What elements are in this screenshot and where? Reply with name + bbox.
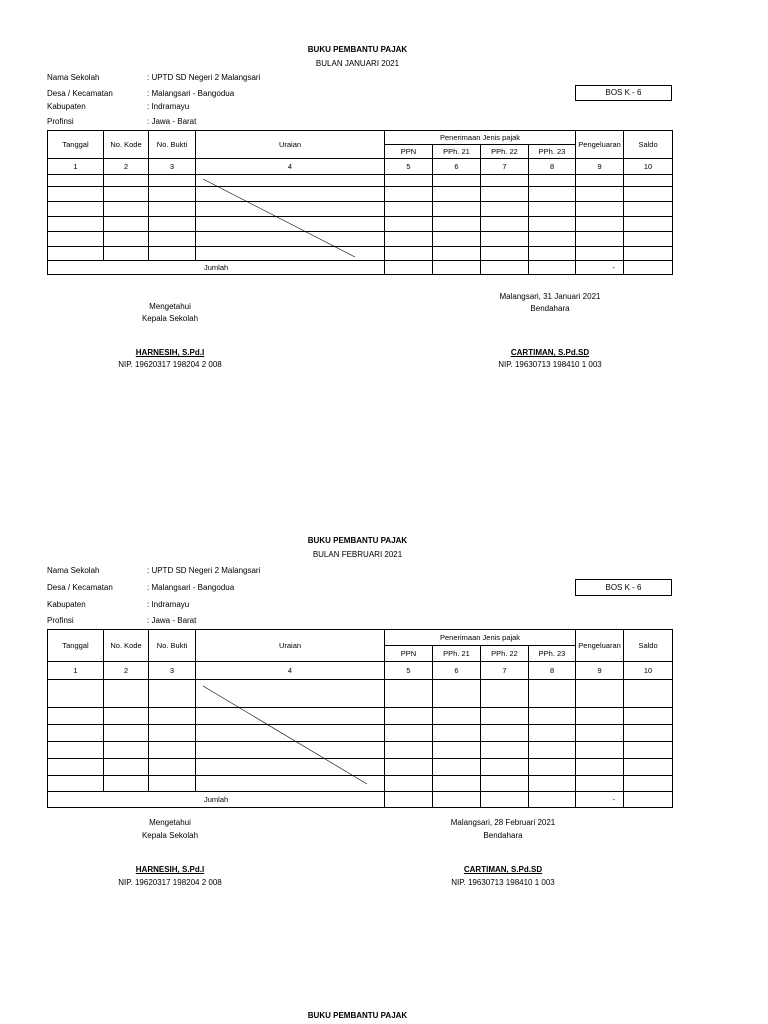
header-penerimaan: Penerimaan Jenis pajak (385, 131, 576, 145)
info-value: : Malangsari - Bangodua (147, 89, 235, 98)
header-pengeluaran: Pengeluaran (576, 630, 624, 662)
document-month: BULAN FEBRUARI 2021 (312, 550, 403, 559)
info-label: Kabupaten (47, 600, 86, 609)
right-sign-line1: Malangsari, 31 Januari 2021 (499, 292, 601, 301)
left-sign-line2: Kepala Sekolah (141, 314, 199, 323)
left-sign-nip: NIP. 19620317 198204 2 008 (118, 360, 222, 369)
column-number: 8 (529, 159, 576, 175)
column-number: 9 (576, 159, 624, 175)
left-sign-line1: Mengetahui (149, 302, 191, 311)
column-number: 3 (149, 159, 196, 175)
column-number: 6 (433, 662, 481, 680)
left-sign-nip: NIP. 19620317 198204 2 008 (118, 878, 222, 887)
right-sign-line1: Malangsari, 28 Februari 2021 (450, 818, 556, 827)
header-pph23: PPh. 23 (529, 145, 576, 159)
info-value: : Jawa - Barat (147, 616, 197, 625)
column-number: 5 (385, 159, 433, 175)
total-pengeluaran: - (576, 792, 624, 808)
right-sign-nip: NIP. 19630713 198410 1 003 (498, 360, 602, 369)
document-title: BUKU PEMBANTU PAJAK (307, 45, 408, 54)
info-label: Desa / Kecamatan (47, 583, 113, 592)
right-sign-line2: Bendahara (530, 304, 570, 313)
info-label: Profinsi (47, 616, 74, 625)
header-uraian: Uraian (196, 630, 385, 662)
info-label: Profinsi (47, 117, 74, 126)
header-saldo: Saldo (624, 630, 673, 662)
right-sign-name: CARTIMAN, S.Pd.SD (510, 348, 590, 357)
column-number: 1 (48, 159, 104, 175)
info-value: : Indramayu (147, 102, 190, 111)
column-number: 10 (624, 662, 673, 680)
left-sign-name: HARNESIH, S.Pd.I (135, 865, 205, 874)
column-number: 2 (104, 159, 149, 175)
info-label: Nama Sekolah (47, 73, 100, 82)
info-value: : UPTD SD Negeri 2 Malangsari (147, 73, 261, 82)
header-pph21: PPh. 21 (433, 646, 481, 662)
header-pph22: PPh. 22 (481, 145, 529, 159)
right-sign-nip: NIP. 19630713 198410 1 003 (451, 878, 555, 887)
header-pph21: PPh. 21 (433, 145, 481, 159)
total-pengeluaran: - (576, 261, 624, 275)
info-label: Nama Sekolah (47, 566, 100, 575)
header-pengeluaran: Pengeluaran (576, 131, 624, 159)
header-tanggal: Tanggal (48, 131, 104, 159)
header-no-bukti: No. Bukti (149, 630, 196, 662)
info-value: : Jawa - Barat (147, 117, 197, 126)
left-sign-line1: Mengetahui (149, 818, 191, 827)
total-label: Jumlah (48, 261, 385, 275)
column-number: 2 (104, 662, 149, 680)
header-ppn: PPN (385, 145, 433, 159)
column-number: 3 (149, 662, 196, 680)
info-label: Desa / Kecamatan (47, 89, 113, 98)
column-number: 7 (481, 159, 529, 175)
column-number: 4 (196, 662, 385, 680)
column-number: 5 (385, 662, 433, 680)
document-month: BULAN JANUARI 2021 (315, 59, 400, 68)
info-value: : Indramayu (147, 600, 190, 609)
left-sign-name: HARNESIH, S.Pd.I (135, 348, 205, 357)
column-number: 8 (529, 662, 576, 680)
column-number: 10 (624, 159, 673, 175)
header-penerimaan: Penerimaan Jenis pajak (385, 630, 576, 646)
right-sign-line2: Bendahara (483, 831, 523, 840)
right-sign-name: CARTIMAN, S.Pd.SD (463, 865, 543, 874)
header-pph22: PPh. 22 (481, 646, 529, 662)
column-number: 6 (433, 159, 481, 175)
left-sign-line2: Kepala Sekolah (141, 831, 199, 840)
header-pph23: PPh. 23 (529, 646, 576, 662)
header-uraian: Uraian (196, 131, 385, 159)
column-number: 9 (576, 662, 624, 680)
document-title: BUKU PEMBANTU PAJAK (307, 536, 408, 545)
document-title: BUKU PEMBANTU PAJAK (307, 1011, 408, 1020)
header-ppn: PPN (385, 646, 433, 662)
form-code-box: BOS K - 6 (575, 579, 672, 596)
info-value: : Malangsari - Bangodua (147, 583, 235, 592)
column-number: 4 (196, 159, 385, 175)
info-label: Kabupaten (47, 102, 86, 111)
form-code-box: BOS K - 6 (575, 85, 672, 101)
header-saldo: Saldo (624, 131, 673, 159)
column-number: 1 (48, 662, 104, 680)
header-no-kode: No. Kode (104, 630, 149, 662)
header-tanggal: Tanggal (48, 630, 104, 662)
header-no-kode: No. Kode (104, 131, 149, 159)
total-label: Jumlah (48, 792, 385, 808)
header-no-bukti: No. Bukti (149, 131, 196, 159)
info-value: : UPTD SD Negeri 2 Malangsari (147, 566, 261, 575)
column-number: 7 (481, 662, 529, 680)
